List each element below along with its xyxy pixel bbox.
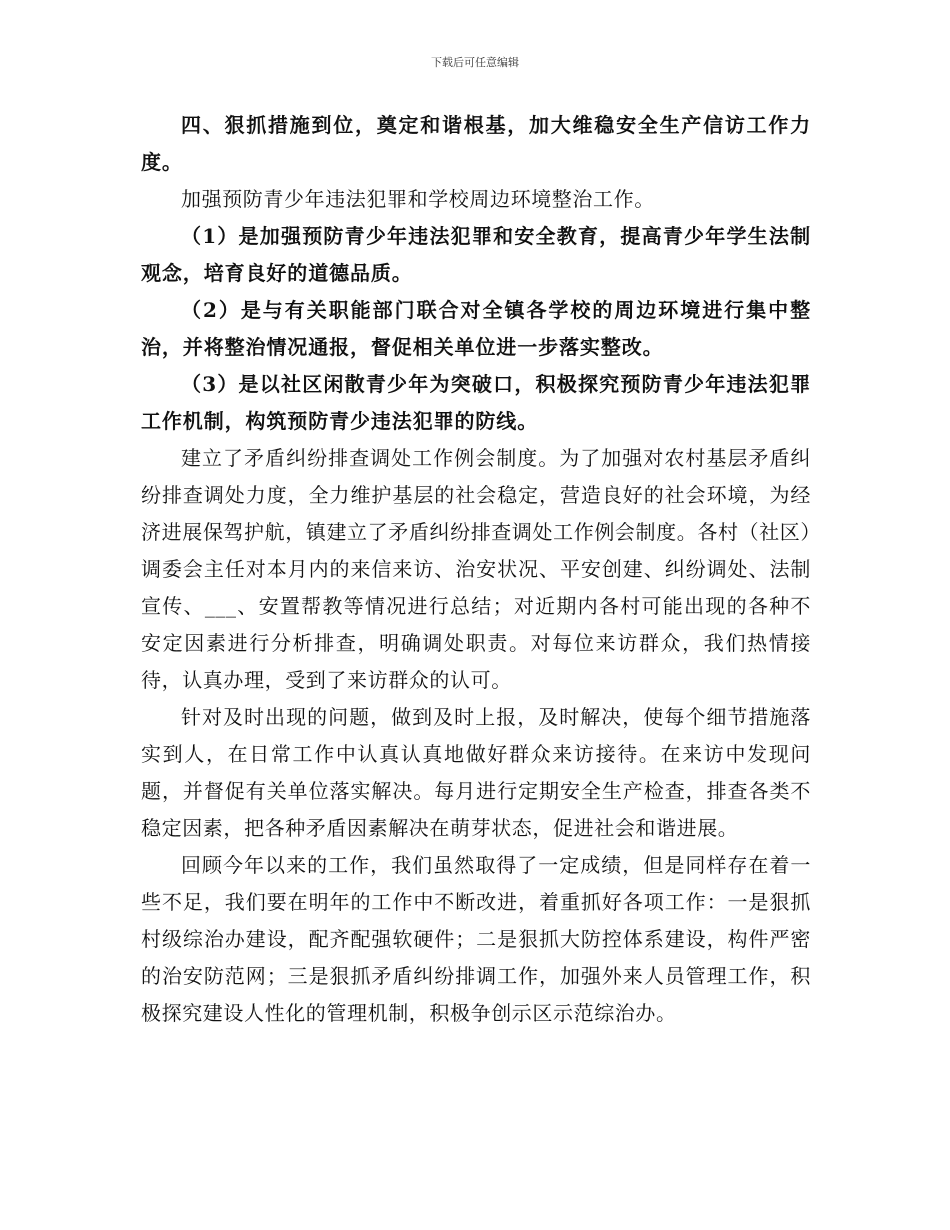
page-header-note: 下载后可任意编辑 (431, 56, 519, 69)
body-paragraph-1: 建立了矛盾纠纷排查调处工作例会制度。为了加强对农村基层矛盾纠纷排查调处力度，全力维护基层的社会稳定，营造良好的社会环境，为经济进展保驾护航，镇建立了矛盾纠纷排查调处工作例会制度。各村（社区）调委会主任对本月内的来信来访、治安状况、平安创建、纠纷调处、法制宣传、___、安置帮教等情况进行总结；对近期内各村可能出现的各种不安定因素进行分析排查，明确调处职责。对每位来访群众，我们热情接待，认真办理，受到了来访群众的认可。 (141, 446, 811, 692)
list-item-3: （3）是以社区闲散青少年为突破口，积极探究预防青少年违法犯罪工作机制，构筑预防青少违法犯罪的防线。 (141, 372, 811, 433)
body-paragraph-3: 回顾今年以来的工作，我们虽然取得了一定成绩，但是同样存在着一些不足，我们要在明年的工作中不断改进，着重抓好各项工作：一是狠抓村级综治办建设，配齐配强软硬件；二是狠抓大防控体系建设，构件严密的治安防范网；三是狠抓矛盾纠纷排调工作，加强外来人员管理工作，积极探究建设人性化的管理机制，积极争创示区示范综治办。 (141, 853, 811, 1025)
list-item-2: （2）是与有关职能部门联合对全镇各学校的周边环境进行集中整治，并将整治情况通报，督促相关单位进一步落实整改。 (141, 298, 811, 359)
list-item-1: （1）是加强预防青少年违法犯罪和安全教育，提高青少年学生法制观念，培育良好的道德品质。 (141, 224, 811, 285)
document-body (141, 107, 811, 1032)
section-heading: 四、狠抓措施到位，奠定和谐根基，加大维稳安全生产信访工作力度。 (141, 113, 811, 174)
intro-paragraph: 加强预防青少年违法犯罪和学校周边环境整治工作。 (181, 187, 655, 211)
body-paragraph-2: 针对及时出现的问题，做到及时上报，及时解决，使每个细节措施落实到人，在日常工作中认真认真地做好群众来访接待。在来访中发现问题，并督促有关单位落实解决。每月进行定期安全生产检查，排查各类不稳定因素，把各种矛盾因素解决在萌芽状态，促进社会和谐进展。 (141, 705, 811, 840)
